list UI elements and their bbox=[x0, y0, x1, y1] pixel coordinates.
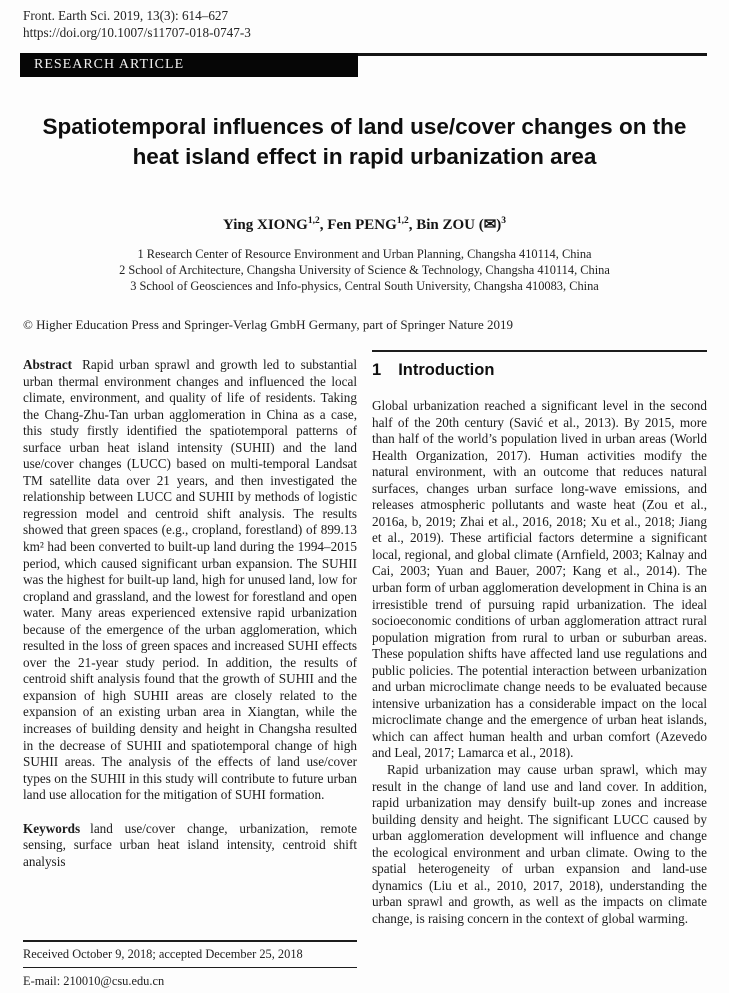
introduction-paragraph-2: Rapid urbanization may cause urban sprawl, which may result in the change of land use and land cover. In addition, rapid urbanization may densify built-up zones and increase building density and height. The significant LUCC caused by urban agglomeration development will influence and change the ecological environment and urban climate. Owing to the spatial heterogeneity of urban expansion and land-use dynamics (Liu et al., 2010, 2017, 2018), understanding the urban sprawl and growth, as well as the impacts on climate change, is raising concern in the context of global warming. bbox=[372, 762, 707, 926]
footnote-block bbox=[23, 940, 357, 989]
author-1-affil-sup: 1,2 bbox=[307, 216, 320, 226]
footnote-rule bbox=[23, 940, 357, 942]
section-heading bbox=[372, 361, 707, 380]
journal-reference: Front. Earth Sci. 2019, 13(3): 614–627 bbox=[23, 8, 229, 23]
author-separator: , bbox=[408, 217, 417, 233]
masthead bbox=[23, 8, 251, 41]
keywords-paragraph bbox=[23, 821, 357, 871]
email-line: E-mail: 210010@csu.edu.cn bbox=[23, 974, 165, 988]
article-type-label: RESEARCH ARTICLE bbox=[34, 57, 185, 72]
author-2-affil-sup: 1,2 bbox=[396, 216, 409, 226]
copyright-line: © Higher Education Press and Springer-Verlag GmbH Germany, part of Springer Nature 2019 bbox=[23, 317, 514, 332]
doi-line: https://doi.org/10.1007/s11707-018-0747-3 bbox=[23, 24, 251, 40]
author-separator: , bbox=[319, 217, 328, 233]
right-column bbox=[372, 350, 707, 928]
article-type-banner bbox=[20, 53, 358, 77]
affiliations-block bbox=[0, 247, 729, 294]
received-accepted-line: Received October 9, 2018; accepted December 25, 2018 bbox=[23, 947, 303, 961]
affiliation-line: 2 School of Architecture, Changsha University of Science & Technology, Changsha 410114, China bbox=[119, 262, 610, 277]
abstract-label: Abstract bbox=[23, 357, 73, 372]
banner-rule bbox=[358, 53, 707, 56]
affiliation-line: 3 School of Geosciences and Info-physics, Central South University, Changsha 410083, China bbox=[130, 278, 599, 293]
corresponding-author-envelope-icon: (✉) bbox=[478, 217, 502, 233]
left-column bbox=[23, 357, 357, 870]
author-3-affil-sup: 3 bbox=[501, 216, 507, 226]
footnote-divider-rule bbox=[23, 967, 357, 968]
keywords-text: land use/cover change, urbanization, remote sensing, surface urban heat island intensity, centroid shift analysis bbox=[23, 820, 357, 869]
paper-title: Spatiotemporal influences of land use/cover changes on the heat island effect in rapid urbanization area bbox=[42, 114, 687, 169]
affiliation-line: 1 Research Center of Resource Environment and Urban Planning, Changsha 410114, China bbox=[137, 247, 592, 261]
section-number: 1 bbox=[372, 361, 382, 379]
abstract-text: Rapid urban sprawl and growth led to substantial urban thermal environment changes and influenced the local climate, environment, and quality of life of residents. Taking the Chang-Zhu-Tan urban agglomeration in China as a case, this study firstly identified the spatiotemporal patterns of surface urban heat island intensity (SUHII) and the land use/cover changes (LUCC) based on multi-temporal Landsat TM satellite data over 21 years, and then investigated the relationship between LUCC and SUHII by methods of logistic regression model and centroid shift analysis. The results showed that green spaces (e.g., cropland, forestland) of 899.13 km² had been converted to built-up land during the 1994–2015 period, which caused significant urban expansion. The SUHII was the highest for built-up land, high for unused land, low for cropland and grassland, and the lowest for forestland and open water. Many areas experienced extensive rapid urbanization because of the emergence of the urban agglomeration, which resulted in the loss of green spaces and increased SUHI effects over the 21-year study period. In addition, the results of centroid shift analysis found that the growth of SUHII and the expansion of high SUHII areas are closely related to the expansion of an existing urban area in Xiangtan, while the increases of building density and height in Changsha resulted in the decrease of SUHII and spatiotemporal change of high SUHII areas. The analysis of the effects of land use/cover types on the SUHII in this study will contribute to future urban land use allocation for the mitigation of SUHI formation. bbox=[23, 357, 357, 803]
author-1: Ying XIONG$^{1,2}$ bbox=[222, 216, 320, 233]
section-title: Introduction bbox=[398, 361, 495, 379]
keywords-label: Keywords bbox=[23, 820, 81, 836]
author-3: Bin ZOU (✉)$^3$ bbox=[416, 216, 507, 233]
abstract-paragraph bbox=[23, 357, 357, 804]
author-2: Fen PENG$^{1,2}$ bbox=[327, 216, 409, 233]
section-top-rule bbox=[372, 350, 707, 352]
authors-line bbox=[0, 215, 729, 234]
introduction-paragraph-1: Global urbanization reached a significant level in the second half of the 20th century (Savić et al., 2013). By 2015, more than half of the world’s population lived in urban areas (World Health Organization, 2017). Human activities modify the natural environment, with an outcome that reduces natural surfaces, changes urban surface long-wave emissions, and releases atmospheric pollutants and waste heat (Zou et al., 2016a, b, 2019; Zhai et al., 2016, 2018; Xu et al., 2018; Jiang et al., 2019). These artificial factors determine a significant local, regional, and global climate (Arnfield, 2003; Kalnay and Cai, 2003; Yuan and Bauer, 2007; Kang et al., 2014). The urban form of urban agglomeration development in China is an irresistible trend of pursuing rapid urbanization. The ideal socioeconomic conditions of urban agglomeration attract rural population migration from rural to urban or suburban areas. These population shifts have affected land use regulations and public policies. The potential interaction between urbanization and urban microclimate change needs to be evaluated because intensive urbanization has a considerable impact on the local microclimate change and the emergence of urban heat islands, which can affect human health and urban comfort (Azevedo and Leal, 2017; Lamarca et al., 2018). bbox=[372, 398, 707, 761]
